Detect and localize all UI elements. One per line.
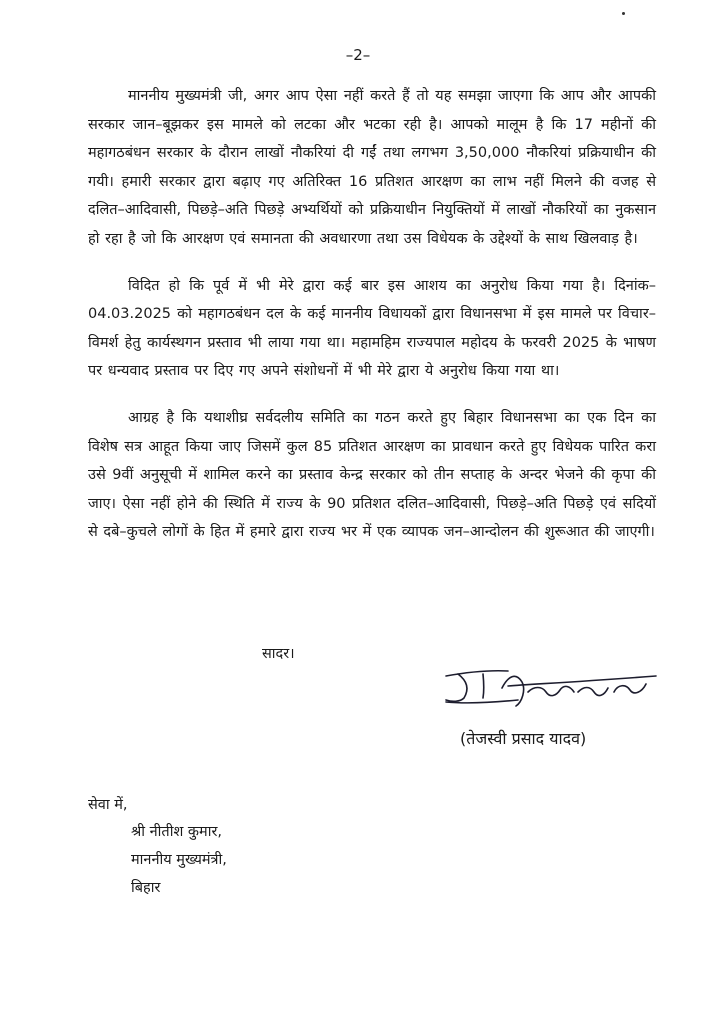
signature bbox=[438, 662, 663, 712]
page-number: –2– bbox=[345, 46, 371, 64]
address-to: सेवा में, bbox=[88, 797, 128, 813]
letter-body bbox=[88, 82, 656, 565]
signatory-name: (तेजस्वी प्रसाद यादव) bbox=[460, 729, 587, 748]
address-block bbox=[131, 818, 227, 902]
closing-salutation: सादर। bbox=[262, 646, 295, 662]
address-line-name: श्री नीतीश कुमार, bbox=[131, 824, 223, 840]
address-line-state: बिहार bbox=[131, 880, 161, 896]
address-line-designation: माननीय मुख्यमंत्री, bbox=[131, 852, 227, 868]
paragraph-2: विदित हो कि पूर्व में भी मेरे द्वारा कई बार इस आशय का अनुरोध किया गया है। दिनांक–04.03.2025 को महागठबंधन दल के कई माननीय विधायकों द्वारा विधानसभा में इस मामले पर विचार–विमर्श हेतु कार्यस्थगन प्रस्ताव भी लाया गया था। महामहिम राज्यपाल महोदय के फरवरी 2025 के भाषण पर धन्यवाद प्रस्ताव पर दिए गए अपने संशोधनों में भी मेरे द्वारा ये अनुरोध किया गया था। bbox=[88, 277, 656, 380]
paragraph-1: माननीय मुख्यमंत्री जी, अगर आप ऐसा नहीं करते हैं तो यह समझा जाएगा कि आप और आपकी सरकार जान–बूझकर इस मामले को लटका और भटका रही है। आपको मालूम है कि 17 महीनों की महागठबंधन सरकार के दौरान लाखों नौकरियां दी गईं तथा लगभग 3,50,000 नौकरियां प्रक्रियाधीन की गयी। हमारी सरकार द्वारा बढ़ाए गए अतिरिक्त 16 प्रतिशत आरक्षण का लाभ नहीं मिलने की वजह से दलित–आदिवासी, पिछड़े–अति पिछड़े अभ्यर्थियों को प्रक्रियाधीन नियुक्तियों में लाखों नौकरियों का नुकसान हो रहा है जो कि आरक्षण एवं समानता की अवधारणा तथा उस विधेयक के उद्देश्यों के साथ खिलवाड़ है। bbox=[88, 88, 656, 247]
paragraph-3: आग्रह है कि यथाशीघ्र सर्वदलीय समिति का गठन करते हुए बिहार विधानसभा का एक दिन का विशेष सत्र आहूत किया जाए जिसमें कुल 85 प्रतिशत आरक्षण का प्रावधान करते हुए विधेयक पारित करा उसे 9वीं अनुसूची में शामिल करने का प्रस्ताव केन्द्र सरकार को तीन सप्ताह के अन्दर भेजने की कृपा की जाए। ऐसा नहीं होने की स्थिति में राज्य के 90 प्रतिशत दलित–आदिवासी, पिछड़े–अति पिछड़े एवं सदियों से दबे–कुचले लोगों के हित में हमारे द्वारा राज्य भर में एक व्यापक जन–आन्दोलन की शुरूआत की जाएगी। bbox=[88, 409, 656, 541]
scan-dot bbox=[622, 12, 625, 15]
